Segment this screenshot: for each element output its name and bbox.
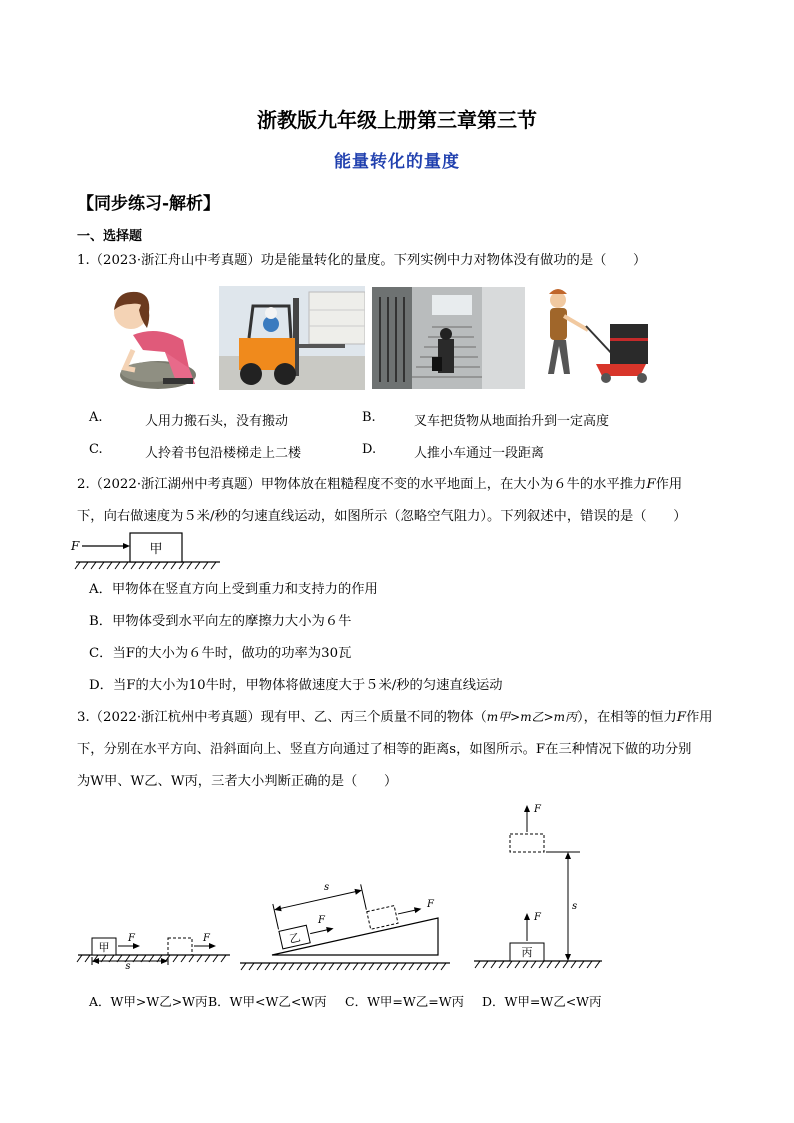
q1-option-b-key: B. [362,410,376,425]
svg-text:F: F [128,933,135,944]
svg-text:F: F [203,933,210,944]
q2-figure [70,530,230,574]
svg-text:s: s [572,901,578,912]
q1-option-a[interactable] [89,410,289,429]
q3-option-c[interactable]: C．W甲=W乙=W丙 [345,994,465,1009]
svg-text:F: F [534,912,541,923]
svg-text:甲: 甲 [98,941,110,954]
q2-box-label: 甲 [149,542,163,557]
q2-force-symbol: F [646,477,656,492]
q1-stem: 1.（2023·浙江舟山中考真题）功是能量转化的量度。下列实例中力对物体没有做功的是（ ） [77,253,647,268]
q1-option-b-text: 叉车把货物从地面抬升到一定高度 [414,414,610,429]
q1-option-c-text: 人拎着书包沿楼梯走上二楼 [145,446,302,461]
page-subtitle: 能量转化的量度 [334,152,460,172]
part-heading: 一、选择题 [77,229,143,244]
svg-text:丙: 丙 [521,946,533,959]
q3-option-a[interactable]: A．W甲>W乙>W丙 [89,994,208,1009]
q2-ground-hatch [75,562,216,569]
q3-panel-horizontal [77,933,230,972]
page-title: 浙教版九年级上册第三章第三节 [257,108,537,132]
q1-option-d-key: D. [362,442,377,457]
q1-image-forklift [219,286,365,390]
q3-panel-incline [240,873,450,970]
q3-box-bing-final [510,834,544,852]
svg-text:s: s [125,961,131,972]
q1-image-push-mower [526,286,656,386]
q1-option-a-key: A. [89,410,103,425]
q3-stem-line3: 为W甲、W乙、W丙，三者大小判断正确的是（ ） [77,774,398,789]
q2-force-label: F [71,539,80,553]
q1-image-girl-lifting-stone [103,280,208,390]
q2-stem-line1: 2.（2022·浙江湖州中考真题）甲物体放在粗糙程度不变的水平地面上，在大小为６牛的水平推力F作用 [77,477,683,492]
q3-figure [70,795,610,975]
q3-mass-expression: m甲>m乙>m丙 [486,710,578,724]
q3-option-b[interactable]: B．W甲<W乙<W丙 [208,994,327,1009]
q2-option-b[interactable]: B．甲物体受到水平向左的摩擦力大小为６牛 [89,614,352,629]
svg-text:s: s [324,882,330,893]
q3-stem-line2: 下，分别在水平方向、沿斜面向上、竖直方向通过了相等的距离s，如图所示。F在三种情况下做的功分别 [77,742,692,757]
svg-text:乙: 乙 [288,930,302,947]
q3-force-symbol: F [676,710,686,725]
q1-image-stairs [372,287,525,389]
q1-option-d-text: 人推小车通过一段距离 [414,446,545,461]
q1-option-d[interactable] [362,442,545,461]
q3-box-yi-final [367,906,398,930]
section-heading: 【同步练习-解析】 [77,194,221,214]
svg-text:F: F [534,804,541,815]
q1-option-c[interactable] [89,442,302,461]
q1-option-c-key: C. [89,442,103,457]
q1-option-b[interactable] [362,410,610,429]
q2-stem-line2: 下，向右做速度为５米/秒的匀速直线运动，如图所示（忽略空气阻力）。下列叙述中，错误的是（ ） [77,509,687,524]
svg-text:F: F [318,915,325,926]
q2-option-c[interactable]: C．当F的大小为６牛时，做功的功率为30瓦 [89,646,352,661]
svg-text:F: F [427,899,434,910]
q3-panel-vertical [474,804,602,968]
q3-option-d[interactable]: D．W甲=W乙<W丙 [482,994,602,1009]
q3-stem-line1: 3.（2022·浙江杭州中考真题）现有甲、乙、丙三个质量不同的物体（m甲>m乙>m丙），在相等的恒力F作用 [77,710,713,725]
q2-option-a[interactable]: A．甲物体在竖直方向上受到重力和支持力的作用 [89,582,378,597]
q3-box-jia-final [168,938,192,955]
q2-option-d[interactable]: D．当F的大小为10牛时，甲物体将做速度大于５米/秒的匀速直线运动 [89,678,503,693]
q1-option-a-text: 人用力搬石头，没有搬动 [145,414,289,429]
